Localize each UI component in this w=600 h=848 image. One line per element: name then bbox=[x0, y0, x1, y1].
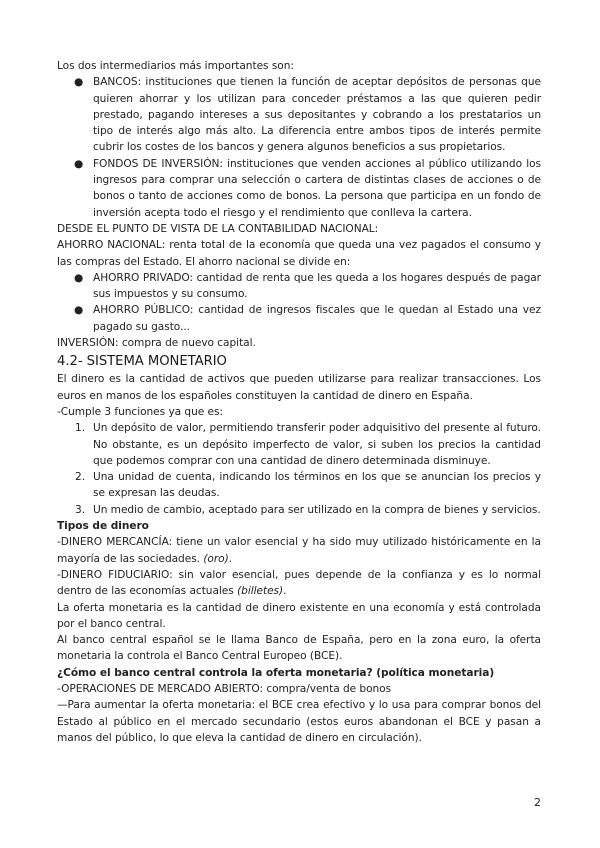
list-item-text: Un depósito de valor, permitiendo transferir poder adquisitivo del presente al futuro. No obstante, es un depósito imperfecto de valor, si suben los precios la cantidad que podemos comprar con una cantidad de dinero determinada disminuye. bbox=[93, 422, 541, 467]
central-bank-paragraph: Al banco central español se le llama Banco de España, pero en la zona euro, la oferta monetaria la controla el Banco Central Europeo (BCE). bbox=[57, 634, 541, 663]
savings-definition: AHORRO NACIONAL: renta total de la economía que queda una vez pagados el consumo y las compras del Estado. El ahorro nacional se divide en: bbox=[57, 239, 541, 268]
bullet-icon: ● bbox=[74, 304, 84, 317]
commodity-money-end: . bbox=[228, 552, 232, 565]
types-heading: Tipos de dinero bbox=[57, 520, 149, 533]
increase-supply-paragraph: —Para aumentar la oferta monetaria: el BCE crea efectivo y lo usa para comprar bonos del Estado al público en el mercado secundario (estos euros abandonan el BCE y pasan a manos del público, lo que eleva la cantidad de dinero en circulación). bbox=[57, 699, 541, 744]
policy-question: ¿Cómo el banco central controla la oferta monetaria? (política monetaria) bbox=[57, 666, 495, 679]
functions-intro: -Cumple 3 funciones ya que es: bbox=[57, 405, 223, 418]
list-item-text: AHORRO PRIVADO: cantidad de renta que les queda a los hogares después de pagar sus impuestos y su consumo. bbox=[93, 271, 541, 301]
list-item bbox=[57, 302, 541, 335]
money-definition: El dinero es la cantidad de activos que pueden utilizarse para realizar transacciones. Los euros en manos de los españoles constituyen la cantidad de dinero en España. bbox=[57, 373, 541, 402]
list-item bbox=[57, 156, 541, 221]
list-item-text: Un medio de cambio, aceptado para ser utilizado en la compra de bienes y servicios. bbox=[93, 503, 541, 516]
commodity-money-example: (oro) bbox=[203, 552, 229, 565]
fiat-money-example: (billetes) bbox=[237, 585, 284, 598]
commodity-money-paragraph bbox=[57, 534, 541, 567]
list-item bbox=[57, 74, 541, 155]
list-item-text: BANCOS: instituciones que tienen la función de aceptar depósitos de personas que quieren ahorrar y los utilizan para conceder préstamos a las que quieren pedir prestado, pagando intereses a sus depositantes y cobrando a los prestatarios un tipo de interés algo más alto. La diferencia entre ambos tipos de interés permite cubrir los costes de los bancos y genera algunos beneficios a sus propietarios. bbox=[93, 76, 541, 154]
page-content bbox=[57, 58, 541, 746]
commodity-money-text: -DINERO MERCANCÍA: tiene un valor esencial y ha sido muy utilizado históricamente en la mayoría de las sociedades. bbox=[57, 536, 541, 565]
fiat-money-text: -DINERO FIDUCIARIO: sin valor esencial, pues depende de la confianza y es lo normal dentro de las economías actuales bbox=[57, 568, 541, 598]
accounting-heading: DESDE EL PUNTO DE VISTA DE LA CONTABILIDAD NACIONAL: bbox=[57, 222, 379, 235]
list-number: 2. bbox=[75, 471, 86, 484]
list-item-text: FONDOS DE INVERSIÓN: instituciones que venden acciones al público utilizando los ingresos para comprar una selección o cartera de distintas clases de acciones o de bonos o tanto de acciones como de bonos. La persona que participa en un fondo de inversión acepta todo el riesgo y el rendimiento que conlleva la cartera. bbox=[93, 157, 541, 219]
open-market-heading: -OPERACIONES DE MERCADO ABIERTO: compra/venta de bonos bbox=[57, 682, 392, 695]
money-supply-paragraph: La oferta monetaria es la cantidad de dinero existente en una economía y está controlada por el banco central. bbox=[57, 601, 541, 630]
list-item bbox=[57, 270, 541, 303]
bullet-icon: ● bbox=[74, 271, 84, 284]
list-item bbox=[57, 502, 541, 518]
fiat-money-paragraph bbox=[57, 567, 541, 600]
investment-definition: INVERSIÓN: compra de nuevo capital. bbox=[57, 337, 256, 350]
list-item bbox=[57, 420, 541, 469]
list-item-text: AHORRO PÚBLICO: cantidad de ingresos fiscales que le quedan al Estado una vez pagado su gasto... bbox=[93, 304, 541, 333]
page-number: 2 bbox=[534, 796, 541, 809]
intro-paragraph: Los dos intermediarios más importantes son: bbox=[57, 60, 294, 72]
list-number: 3. bbox=[75, 503, 86, 516]
bullet-icon: ● bbox=[74, 76, 84, 89]
bullet-icon: ● bbox=[74, 157, 84, 170]
list-number: 1. bbox=[75, 422, 86, 435]
fiat-money-end: . bbox=[283, 585, 287, 598]
section-title: 4.2- SISTEMA MONETARIO bbox=[57, 354, 227, 370]
list-item-text: Una unidad de cuenta, indicando los términos en los que se anuncian los precios y se expresan las deudas. bbox=[93, 471, 541, 500]
list-item bbox=[57, 469, 541, 502]
